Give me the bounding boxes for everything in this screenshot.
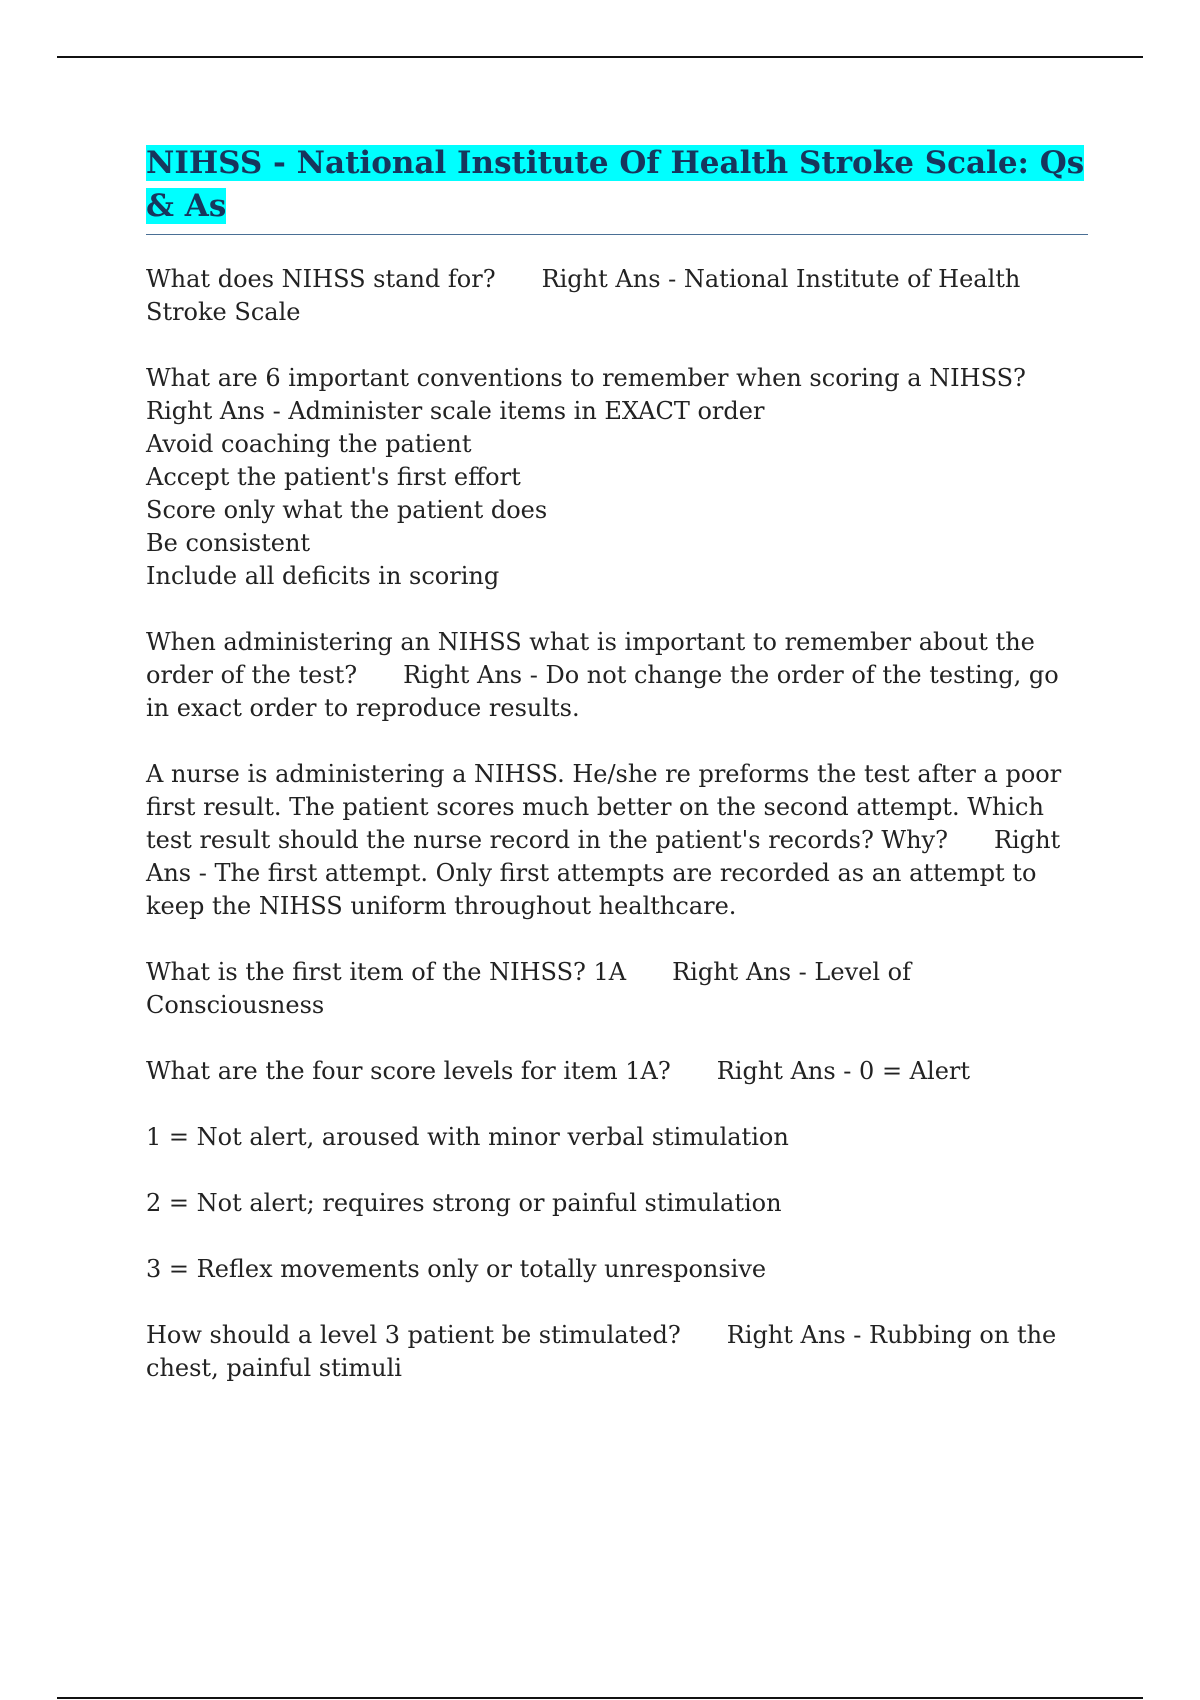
answer-7: Right Ans - Rubbing on the chest, painful stimuli — [146, 1321, 1064, 1382]
page-title — [146, 142, 1088, 228]
answer-6: Right Ans - 0 = Alert — [716, 1057, 971, 1085]
top-rule — [57, 56, 1143, 58]
qa-item-4 — [146, 758, 1088, 923]
bottom-rule — [57, 1697, 1143, 1699]
answer-2-line-1: Right Ans - Administer scale items in EXACT order — [146, 397, 765, 425]
answer-4: Right Ans - The first attempt. Only first attempts are recorded as an attempt to keep the NIHSS uniform throughout healthcare. — [146, 826, 1068, 920]
answer-2-line-2: Avoid coaching the patient — [146, 430, 472, 458]
title-highlight: NIHSS - National Institute Of Health Stroke Scale: Qs & As — [146, 145, 1085, 224]
document-body — [146, 142, 1088, 1418]
qa-item-6 — [146, 1055, 1088, 1088]
qa-item-2 — [146, 362, 1088, 593]
score-level-3: 3 = Reflex movements only or totally unresponsive — [146, 1255, 767, 1283]
qa-item-5 — [146, 956, 1088, 1022]
answer-2-line-3: Accept the patient's first effort — [146, 463, 521, 491]
score-level-1: 1 = Not alert, aroused with minor verbal stimulation — [146, 1123, 789, 1151]
question-5: What is the first item of the NIHSS? 1A — [146, 958, 627, 986]
question-4: A nurse is administering a NIHSS. He/she re preforms the test after a poor first result. The patient scores much better on the second attempt. Which test result should the nurse record in the patient's records? Why? — [146, 760, 1069, 854]
question-1: What does NIHSS stand for? — [146, 265, 496, 293]
question-2: What are 6 important conventions to remember when scoring a NIHSS? — [146, 364, 1026, 392]
question-7: How should a level 3 patient be stimulated? — [146, 1321, 681, 1349]
qa-item-1 — [146, 263, 1088, 329]
question-3: When administering an NIHSS what is important to remember about the order of the test? — [146, 628, 1043, 689]
score-level-2: 2 = Not alert; requires strong or painful stimulation — [146, 1189, 782, 1217]
qa-item-7 — [146, 1319, 1088, 1385]
answer-2-line-4: Score only what the patient does — [146, 496, 548, 524]
question-6: What are the four score levels for item 1A? — [146, 1057, 671, 1085]
title-block — [146, 142, 1088, 235]
answer-3: Right Ans - Do not change the order of the testing, go in exact order to reproduce results. — [146, 661, 1067, 722]
qa-item-3 — [146, 626, 1088, 725]
answer-1: Right Ans - National Institute of Health Stroke Scale — [146, 265, 1028, 326]
answer-2-line-5: Be consistent — [146, 529, 311, 557]
answer-2-line-6: Include all deficits in scoring — [146, 562, 500, 590]
answer-5: Right Ans - Level of Consciousness — [146, 958, 919, 1019]
